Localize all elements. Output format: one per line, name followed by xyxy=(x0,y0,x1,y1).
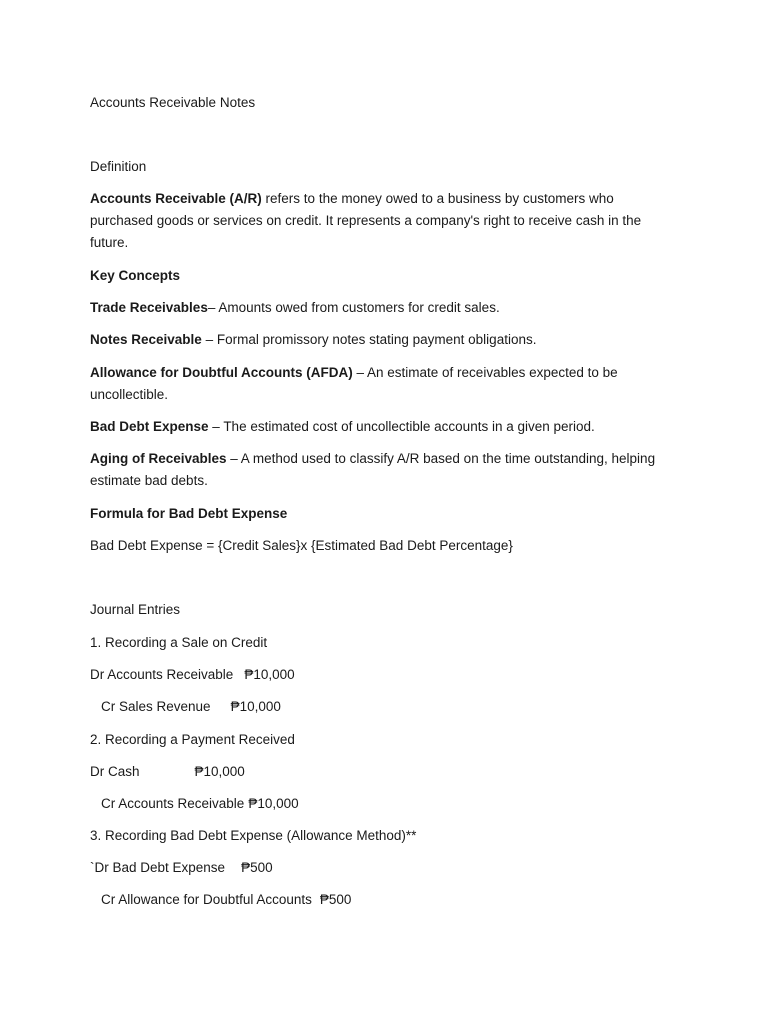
debit-amount: ₱10,000 xyxy=(244,667,295,682)
concept-text: – Formal promissory notes stating payment obligations. xyxy=(201,332,537,347)
definition-text: refers to the money owed to a business by customers who purchased goods or services on credit. It represents a company's right to receive cash in the future. xyxy=(90,191,642,250)
concept-term: Aging of Receivables xyxy=(90,451,227,466)
credit-account: Cr Allowance for Doubtful Accounts xyxy=(101,892,312,907)
entry1-debit-line xyxy=(90,664,295,686)
credit-account: Cr Sales Revenue xyxy=(101,699,211,714)
entry2-debit-line xyxy=(90,761,245,783)
concept-term: Notes Receivable xyxy=(90,332,202,347)
formula-heading: Formula for Bad Debt Expense xyxy=(90,506,288,521)
entry1-title: 1. Recording a Sale on Credit xyxy=(90,635,268,650)
concept-term: Bad Debt Expense xyxy=(90,419,209,434)
entry2-title: 2. Recording a Payment Received xyxy=(90,732,295,747)
concept-afda xyxy=(90,362,670,406)
credit-amount: ₱10,000 xyxy=(230,699,281,714)
debit-account: Dr Accounts Receivable xyxy=(90,667,234,682)
concept-term: Trade Receivables xyxy=(90,300,208,315)
credit-amount: ₱10,000 xyxy=(248,796,299,811)
entry1-credit-line xyxy=(101,696,281,718)
concept-text: – An estimate of receivables expected to be uncollectible. xyxy=(90,365,618,402)
debit-amount: ₱500 xyxy=(241,860,273,875)
definition-term: Accounts Receivable (A/R) xyxy=(90,191,262,206)
key-concepts-heading: Key Concepts xyxy=(90,268,181,283)
concept-notes-receivable xyxy=(90,329,670,351)
formula-text: Bad Debt Expense = {Credit Sales}x {Estimated Bad Debt Percentage} xyxy=(90,538,513,553)
concept-text: – The estimated cost of uncollectible accounts in a given period. xyxy=(208,419,595,434)
entry3-credit-line xyxy=(101,889,351,911)
credit-amount: ₱500 xyxy=(319,892,352,907)
concept-trade-receivables xyxy=(90,297,670,319)
entry3-title: 3. Recording Bad Debt Expense (Allowance Method)** xyxy=(90,828,417,843)
concept-text: – Amounts owed from customers for credit sales. xyxy=(207,300,500,315)
definition-paragraph xyxy=(90,188,670,254)
debit-account: `Dr Bad Debt Expense xyxy=(90,860,226,875)
concept-text: – A method used to classify A/R based on the time outstanding, helping estimate bad debts. xyxy=(90,451,656,488)
entry3-debit-line xyxy=(90,857,273,879)
debit-amount: ₱10,000 xyxy=(194,764,245,779)
journal-heading: Journal Entries xyxy=(90,602,181,617)
concept-term: Allowance for Doubtful Accounts (AFDA) xyxy=(90,365,353,380)
entry2-credit-line xyxy=(101,793,299,815)
concept-bad-debt-expense xyxy=(90,416,670,438)
document-title: Accounts Receivable Notes xyxy=(90,95,256,110)
concept-aging xyxy=(90,448,670,492)
definition-heading: Definition xyxy=(90,159,147,174)
credit-account: Cr Accounts Receivable xyxy=(101,796,245,811)
debit-account: Dr Cash xyxy=(90,764,140,779)
